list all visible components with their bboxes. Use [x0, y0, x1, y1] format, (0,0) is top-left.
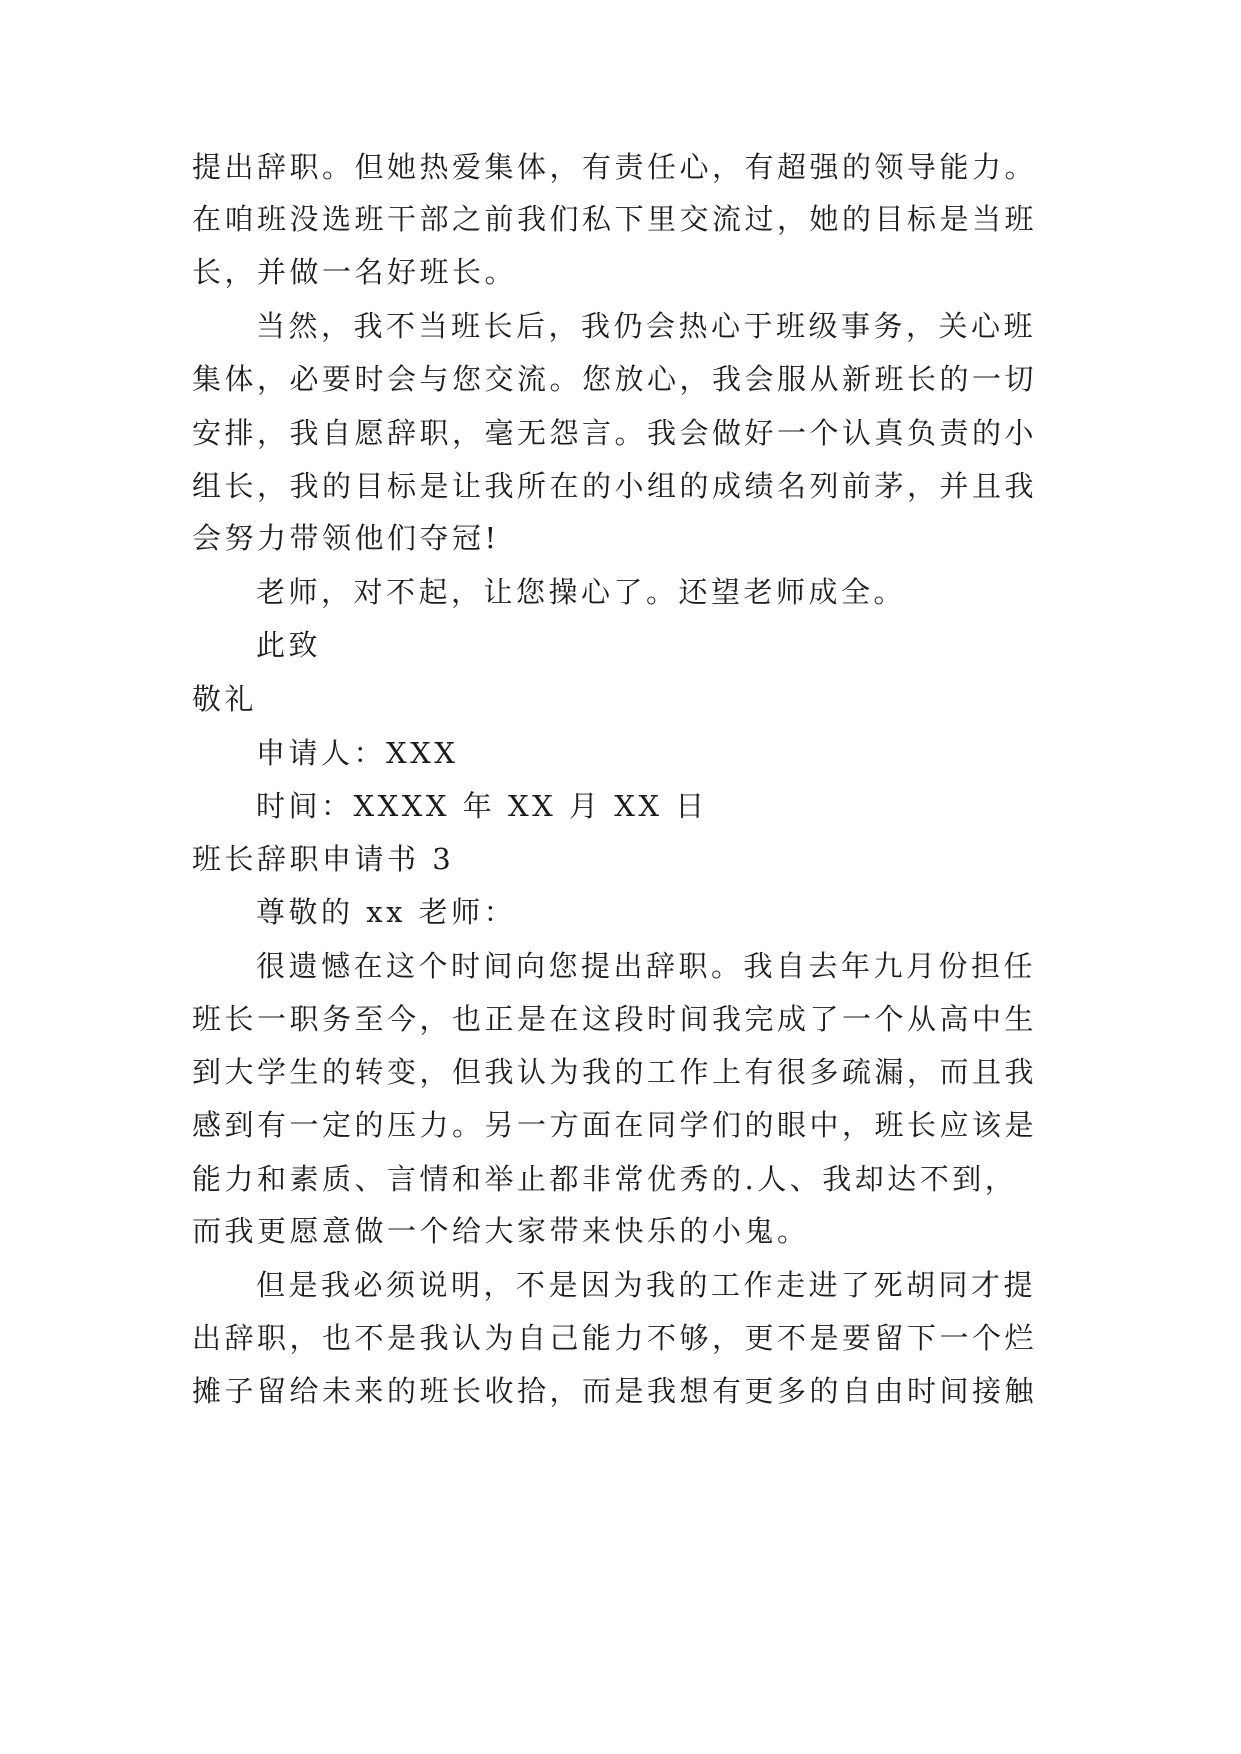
text-line: 组长，我的目标是让我所在的小组的成绩名列前茅，并且我 [192, 469, 1038, 503]
text-line: 摊子留给未来的班长收拾，而是我想有更多的自由时间接触 [192, 1374, 1038, 1408]
text-line: 当然，我不当班长后，我仍会热心于班级事务，关心班 [256, 309, 1037, 343]
text-line: 但是我必须说明，不是因为我的工作走进了死胡同才提 [256, 1268, 1037, 1302]
text-line: 老师，对不起，让您操心了。还望老师成全。 [256, 575, 907, 609]
closing-salutation: 此致 [256, 628, 322, 662]
text-line: 提出辞职。但她热爱集体，有责任心，有超强的领导能力。 [192, 150, 1038, 184]
text-line: 长，并做一名好班长。 [192, 255, 518, 289]
text-line: 在咱班没选班干部之前我们私下里交流过，她的目标是当班 [192, 202, 1038, 236]
date-line: 时间：XXXX 年 XX 月 XX 日 [256, 789, 708, 823]
text-line: 而我更愿意做一个给大家带来快乐的小鬼。 [192, 1214, 810, 1248]
text-line: 能力和素质、言情和举止都非常优秀的.人、我却达不到， [192, 1162, 1018, 1196]
text-line: 感到有一定的压力。另一方面在同学们的眼中，班长应该是 [192, 1108, 1038, 1142]
applicant-line: 申请人：XXX [256, 736, 459, 770]
text-line: 会努力带领他们夺冠! [192, 521, 500, 555]
text-line: 集体，必要时会与您交流。您放心，我会服从新班长的一切 [192, 362, 1038, 396]
closing-respect: 敬礼 [192, 682, 258, 716]
text-line: 班长一职务至今，也正是在这段时间我完成了一个从高中生 [192, 1002, 1038, 1036]
text-line: 很遗憾在这个时间向您提出辞职。我自去年九月份担任 [256, 949, 1037, 983]
text-line: 到大学生的转变，但我认为我的工作上有很多疏漏，而且我 [192, 1055, 1038, 1089]
greeting-line: 尊敬的 xx 老师： [256, 895, 517, 929]
section-title: 班长辞职申请书 3 [192, 842, 455, 876]
text-line: 出辞职，也不是我认为自己能力不够，更不是要留下一个烂 [192, 1321, 1038, 1355]
text-line: 安排，我自愿辞职，毫无怨言。我会做好一个认真负责的小 [192, 416, 1038, 450]
